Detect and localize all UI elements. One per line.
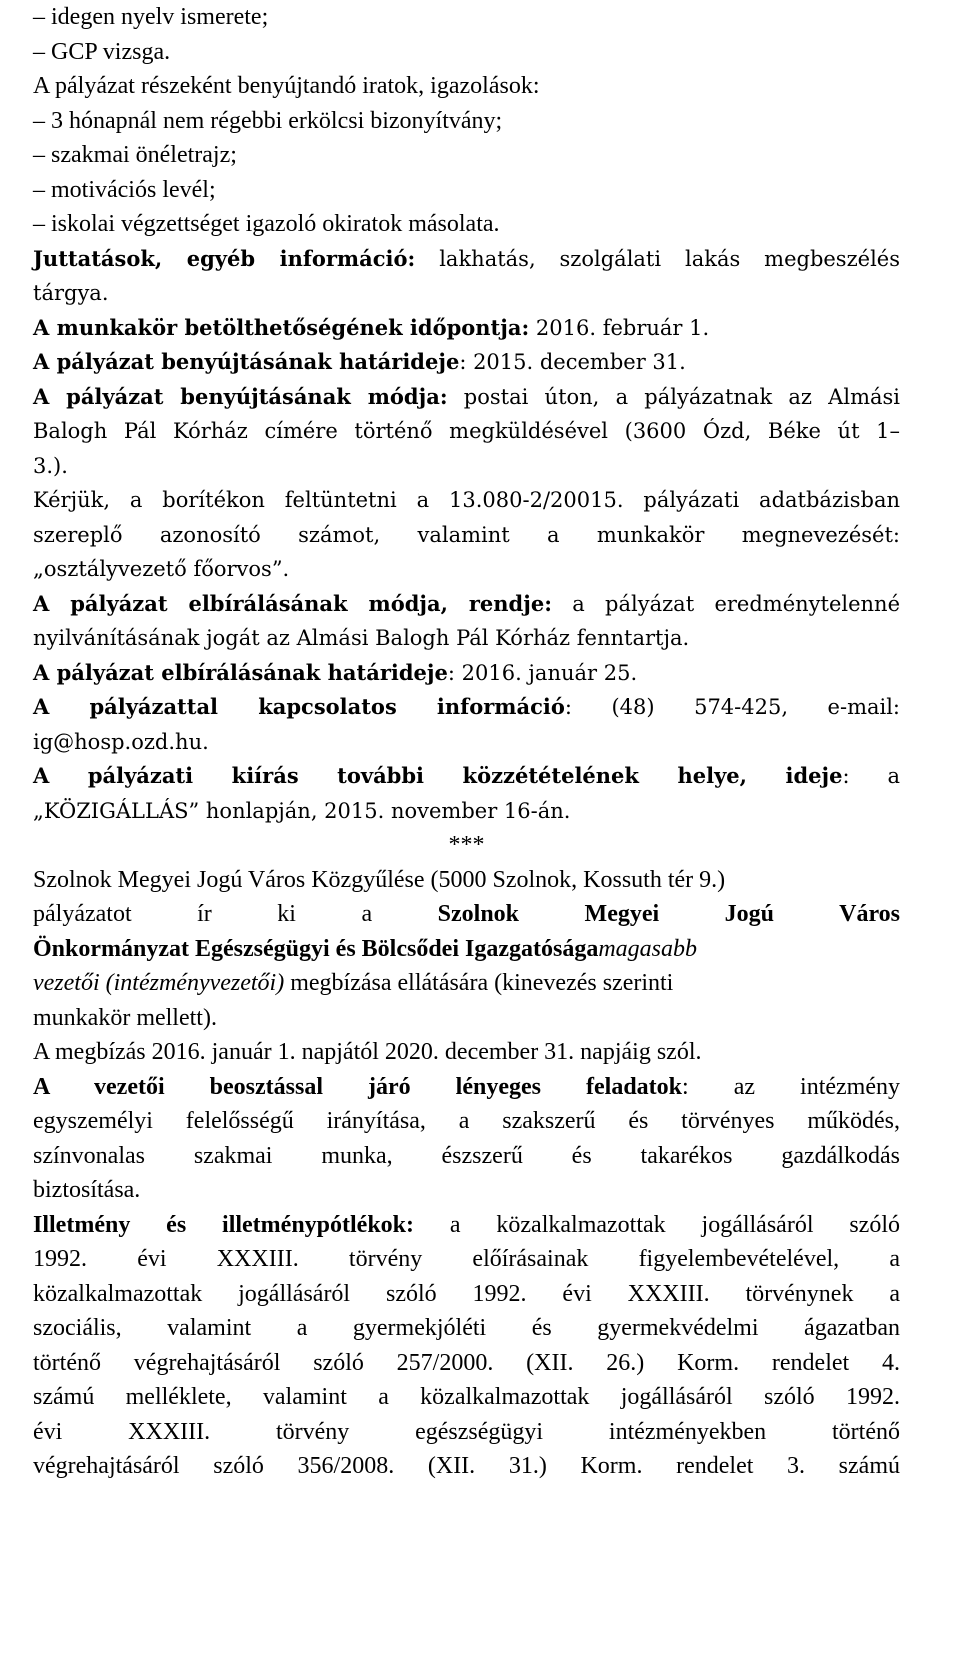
body-text: : 2015. december 31. bbox=[459, 350, 686, 374]
text-line: tárgya. bbox=[33, 281, 109, 305]
body-text: : 2016. január 25. bbox=[447, 660, 638, 685]
text-line bbox=[33, 242, 900, 277]
text-line: végrehajtásáról szóló 356/2008. (XII. 31.) Korm. rendelet 3. számú bbox=[33, 1453, 900, 1479]
text-line: – 3 hónapnál nem régebbi erkölcsi bizonyítvány; bbox=[33, 107, 503, 134]
body-text: : a bbox=[842, 764, 900, 788]
bold-heading: A pályázat benyújtásának határideje bbox=[33, 349, 460, 374]
text-line: Szolnok Megyei Jogú Város Közgyűlése (5000 Szolnok, Kossuth tér 9.) bbox=[33, 866, 726, 893]
text-line: Kérjük, a borítékon feltüntetni a 13.080-2/20015. pályázati adatbázisban bbox=[33, 488, 900, 512]
text-line bbox=[33, 380, 900, 415]
italic-text: magasabb bbox=[598, 935, 697, 962]
text-line: 1992. évi XXXIII. törvény előírásainak figyelembevételével, a bbox=[33, 1246, 900, 1272]
body-text: a közalkalmazottak jogállásáról szóló bbox=[414, 1211, 901, 1238]
bold-heading: A pályázat benyújtásának módja: bbox=[33, 383, 448, 409]
italic-text: vezetői (intézményvezetői) bbox=[33, 970, 285, 996]
body-text: megbízása ellátására (kinevezés szerinti bbox=[284, 970, 674, 996]
text-line: munkakör mellett). bbox=[33, 1004, 217, 1031]
text-line: 3.). bbox=[33, 453, 68, 478]
body-text: lakhatás, szolgálati lakás megbeszélés bbox=[415, 246, 900, 271]
text-line: ig@hosp.ozd.hu. bbox=[33, 729, 209, 754]
text-line: biztosítása. bbox=[33, 1177, 141, 1203]
text-line: – motivációs levél; bbox=[33, 176, 216, 203]
text-line bbox=[33, 897, 900, 932]
text-line: „KÖZIGÁLLÁS” honlapján, 2015. november 16-án. bbox=[33, 798, 571, 823]
text-line: nyilvánításának jogát az Almási Balogh Pál Kórház fenntartja. bbox=[33, 626, 690, 650]
text-line bbox=[33, 311, 900, 346]
bold-heading: A munkakör betölthetőségének időpontja: bbox=[33, 314, 530, 340]
text-line bbox=[33, 587, 900, 622]
text-line: számú melléklete, valamint a közalkalmazottak jogállásáról szóló 1992. bbox=[33, 1384, 900, 1410]
text-line bbox=[33, 932, 900, 967]
text-line: történő végrehajtásáról szóló 257/2000. (XII. 26.) Korm. rendelet 4. bbox=[33, 1349, 900, 1376]
text-line bbox=[33, 966, 900, 1001]
text-line: – GCP vizsga. bbox=[33, 38, 171, 65]
text-line: színvonalas szakmai munka, észszerű és takarékos gazdálkodás bbox=[33, 1142, 900, 1169]
bold-heading: Illetmény és illetménypótlékok: bbox=[33, 1211, 415, 1238]
text-line: évi XXXIII. törvény egészségügyi intézményekben történő bbox=[33, 1418, 900, 1445]
text-line: egyszemélyi felelősségű irányítása, a szakszerű és törvényes működés, bbox=[33, 1108, 900, 1134]
institution-name: Szolnok Megyei Jogú Város bbox=[437, 901, 900, 927]
institution-name: Önkormányzat Egészségügyi és Bölcsődei Igazgatósága bbox=[33, 935, 599, 962]
bold-heading: Juttatások, egyéb információ: bbox=[33, 245, 416, 271]
text-line bbox=[33, 759, 900, 794]
text-line bbox=[33, 690, 900, 725]
bold-heading: A vezetői beosztással járó lényeges feladatok bbox=[33, 1073, 683, 1100]
bold-heading: A pályázattal kapcsolatos információ bbox=[33, 694, 565, 719]
text-line: szociális, valamint a gyermekjóléti és gyermekvédelmi ágazatban bbox=[33, 1315, 900, 1341]
body-text: postai úton, a pályázatnak az Almási bbox=[447, 384, 900, 409]
text-line: – iskolai végzettséget igazoló okiratok másolata. bbox=[33, 211, 500, 237]
bold-heading: A pályázati kiírás további közzétételének helye, ideje bbox=[33, 763, 843, 788]
text-line: A pályázat részeként benyújtandó iratok, igazolások: bbox=[33, 73, 540, 99]
body-text: pályázatot ír ki a bbox=[33, 901, 373, 927]
bold-heading: A pályázat elbírálásának határideje bbox=[33, 659, 448, 685]
text-line: szereplő azonosító számot, valamint a munkakör megnevezését: bbox=[33, 522, 900, 547]
section-separator: *** bbox=[448, 832, 485, 858]
bold-heading: A pályázat elbírálásának módja, rendje: bbox=[33, 590, 552, 616]
text-line: közalkalmazottak jogállásáról szóló 1992. évi XXXIII. törvénynek a bbox=[33, 1280, 900, 1307]
text-line bbox=[33, 1070, 900, 1105]
body-text: : (48) 574-425, e-mail: bbox=[564, 695, 901, 719]
text-line: Balogh Pál Kórház címére történő megküldésével (3600 Ózd, Béke út 1– bbox=[33, 419, 900, 443]
body-text: a pályázat eredménytelenné bbox=[551, 591, 900, 616]
text-line bbox=[33, 656, 900, 691]
body-text: : az intézmény bbox=[682, 1073, 900, 1100]
body-text: 2016. február 1. bbox=[529, 315, 710, 340]
text-line bbox=[33, 1208, 900, 1243]
text-line: – szakmai önéletrajz; bbox=[33, 142, 237, 168]
text-line: – idegen nyelv ismerete; bbox=[33, 4, 269, 30]
text-line: A megbízás 2016. január 1. napjától 2020. december 31. napjáig szól. bbox=[33, 1039, 702, 1065]
text-line: „osztályvezető főorvos”. bbox=[33, 557, 290, 581]
text-line bbox=[33, 345, 900, 380]
